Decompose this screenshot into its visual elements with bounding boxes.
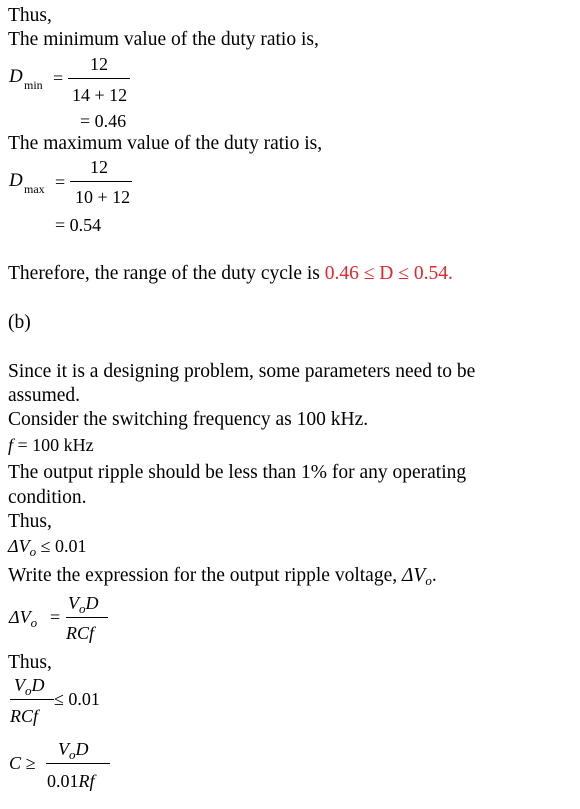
denominator: RCf bbox=[66, 623, 95, 643]
equals-sign: = bbox=[55, 172, 66, 192]
fraction-bar bbox=[10, 699, 54, 700]
d-var: D bbox=[9, 170, 23, 191]
delta-v: ΔV bbox=[9, 607, 31, 627]
fraction-bar bbox=[70, 181, 132, 182]
f-value: = 100 kHz bbox=[13, 435, 94, 455]
d-var: D bbox=[75, 739, 89, 759]
max-subscript: max bbox=[24, 182, 45, 196]
denominator bbox=[47, 772, 95, 790]
equals-sign: = bbox=[53, 68, 64, 88]
v-var: V bbox=[58, 739, 69, 759]
duty-range: 0.46 ≤ D ≤ 0.54. bbox=[324, 263, 453, 284]
therefore-line bbox=[8, 264, 453, 284]
den-coef: 0.01 bbox=[47, 771, 79, 791]
min-duty-intro: The minimum value of the duty ratio is, bbox=[8, 29, 319, 50]
o-subscript: o bbox=[425, 573, 432, 588]
fraction-bar bbox=[66, 617, 108, 618]
thus-text: Thus, bbox=[8, 652, 52, 673]
d-var: D bbox=[9, 66, 23, 87]
period: . bbox=[431, 565, 437, 586]
write-expression-line bbox=[8, 566, 437, 586]
numerator bbox=[68, 593, 99, 616]
denominator: RCf bbox=[10, 706, 39, 726]
write-expression-text: Write the expression for the output ripple voltage, bbox=[8, 565, 398, 586]
part-b-label: (b) bbox=[8, 312, 31, 333]
v-var: V bbox=[68, 593, 79, 613]
fraction-bar bbox=[46, 763, 110, 764]
thus-text: Thus, bbox=[8, 5, 52, 26]
dmin-denominator: 14 + 12 bbox=[72, 85, 128, 105]
dmax-numerator: 12 bbox=[90, 157, 108, 177]
o-subscript: o bbox=[25, 683, 32, 698]
ripple-text-1: The output ripple should be less than 1% for any operating bbox=[8, 462, 467, 483]
o-subscript: o bbox=[69, 747, 76, 762]
min-subscript: min bbox=[24, 78, 43, 92]
max-duty-intro: The maximum value of the duty ratio is, bbox=[8, 133, 323, 154]
ripple-constraint bbox=[8, 536, 87, 559]
dmax-denominator: 10 + 12 bbox=[75, 187, 131, 207]
delta-v: ΔV bbox=[8, 536, 30, 556]
le-value: ≤ 0.01 bbox=[54, 689, 100, 709]
thus-text: Thus, bbox=[8, 511, 52, 532]
frequency-eq bbox=[8, 436, 94, 454]
dmin-result: = 0.46 bbox=[80, 111, 127, 131]
design-text-1: Since it is a designing problem, some parameters need to be bbox=[8, 361, 476, 382]
o-subscript: o bbox=[30, 615, 38, 630]
dmax-result: = 0.54 bbox=[55, 215, 102, 235]
den-rf: Rf bbox=[78, 771, 95, 791]
v-var: V bbox=[14, 675, 25, 695]
c-ge: C ≥ bbox=[9, 753, 36, 773]
equals-sign: = bbox=[50, 607, 61, 627]
le-value: ≤ 0.01 bbox=[36, 536, 87, 556]
fraction-bar bbox=[68, 78, 130, 79]
dmin-numerator: 12 bbox=[90, 54, 108, 74]
delta-v: ΔV bbox=[401, 565, 426, 586]
therefore-text: Therefore, the range of the duty cycle is bbox=[8, 263, 320, 284]
numerator bbox=[14, 675, 45, 698]
lhs bbox=[9, 607, 38, 630]
o-subscript: o bbox=[29, 544, 37, 559]
f-var: f bbox=[8, 435, 14, 455]
numerator bbox=[58, 739, 89, 762]
d-var: D bbox=[85, 593, 99, 613]
consider-frequency: Consider the switching frequency as 100 kHz. bbox=[8, 409, 369, 430]
ripple-text-2: condition. bbox=[8, 487, 87, 508]
d-var: D bbox=[31, 675, 45, 695]
o-subscript: o bbox=[79, 601, 86, 616]
design-text-2: assumed. bbox=[8, 385, 81, 406]
